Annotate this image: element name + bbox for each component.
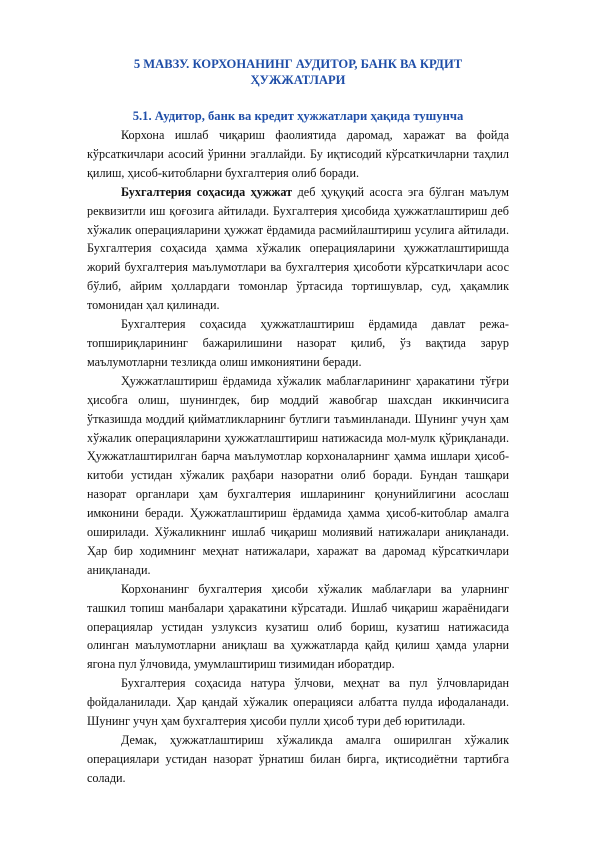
- paragraph-text: деб ҳуқуқий асосга эга бўлган маълум реквизитли иш қоғозига айтилади. Бухгалтерия ҳисобида ҳужжатлаштириш деб хўжалик операцияларини ҳужжат ёрдамида расмийлаштириш усулига айтилади. Бухгалтерия соҳасида ҳамма хўжалик операцияларини ҳужжатлаштиришда жорий бухгалтерия маълумотлари ва бухгалтерия ҳисоботи кўрсаткичлари асос бўлиб, айрим ҳоллардаги томонлар ўртасида тортишувлар, суд, ҳақамлик томонидан ҳал қилинади.: [87, 184, 509, 313]
- paragraph-4: [87, 372, 509, 580]
- paragraph-text: Демак, ҳужжатлаштириш хўжаликда амалга оширилган хўжалик операциялари устидан назорат ўрнатиш билан бирга, иқтисодиётни тартибга солади.: [87, 733, 509, 785]
- paragraph-2: [87, 183, 509, 315]
- section-title: 5.1. Аудитор, банк ва кредит ҳужжатлари ҳақида тушунча: [132, 109, 464, 123]
- paragraph-7: [87, 731, 509, 788]
- paragraph-5: [87, 580, 509, 675]
- document-page: [87, 50, 509, 788]
- paragraph-3: [87, 315, 509, 372]
- paragraph-text: Бухгалтерия соҳасида натура ўлчови, меҳнат ва пул ўлчовларидан фойдаланилади. Ҳар қандай хўжалик операцияси албатта пулда ифодаланади. Шунинг учун ҳам бухгалтерия ҳисоби пулли ҳисоб тури деб юритилади.: [87, 676, 509, 729]
- paragraph-text: Бухгалтерия соҳасида ҳужжатлаштириш ёрдамида давлат режа-топшириқларининг бажарилишини назорат қилиб, ўз вақтида зарур маълумотларни тезликда олиш имкониятини беради.: [87, 317, 509, 369]
- chapter-title: 5 МАВЗУ. КОРХОНАНИНГ АУДИТОР, БАНК ВА КРДИТ ҲУЖЖАТЛАРИ: [133, 57, 463, 87]
- paragraph-text: Ҳужжатлаштириш ёрдамида хўжалик маблағларининг ҳаракатини тўғри ҳисобга олиш, шунингдек, бир моддий жавобгар шахсдан иккинчисига ўтказишда моддий қийматликларнинг бутлиги таъминланади. Шунинг учун ҳам хўжалик операцияларини ҳужжатлаштириш натижасида мол-мулк қўриқланади. Ҳужжатлаштирилган барча маълумотлар корхоналарнинг ҳамма ишлари ҳисоб-китоби устидан хўжалик раҳбари назоратни олиб боради. Бундан ташқари назорат органлари ҳам бухгалтерия ишларининг қонунийлигини асослаш имконини беради. Ҳужжатлаштириш ёрдамида ҳамма ҳисоб-китоблар амалга оширилади. Хўжаликнинг ишлаб чиқариш молиявий натижалари аниқланади. Ҳар бир ходимнинг меҳнат натижалари, харажат ва даромад кўрсаткичлари аниқланади.: [87, 373, 509, 577]
- paragraph-text: Корхонанинг бухгалтерия ҳисоби хўжалик маблағлари ва уларнинг ташкил топиш манбалари ҳаракатини кўрсатади. Ишлаб чиқариш жараёнидаги операциялар устидан узлуксиз кузатиш олиб бориш, кузатиш натижасида олинган маълумотларни аниқлаш ва ҳужжатларда қайд қилиш ҳамда уларни ягона пул ўлчовида, умумлаштириш тизимидан иборатдир.: [87, 581, 509, 672]
- paragraph-6: [87, 674, 509, 731]
- paragraph-bold-lead: Бухгалтерия соҳасида ҳужжат: [121, 184, 293, 199]
- paragraph-1: [87, 126, 509, 183]
- paragraph-text: Корхона ишлаб чиқариш фаолиятида даромад, харажат ва фойда кўрсаткичлари асосий ўринни эгаллайди. Бу иқтисодий кўрсаткичларни таҳлил қилиш, ҳисоб-китобларни бухгалтерия олиб боради.: [87, 128, 509, 180]
